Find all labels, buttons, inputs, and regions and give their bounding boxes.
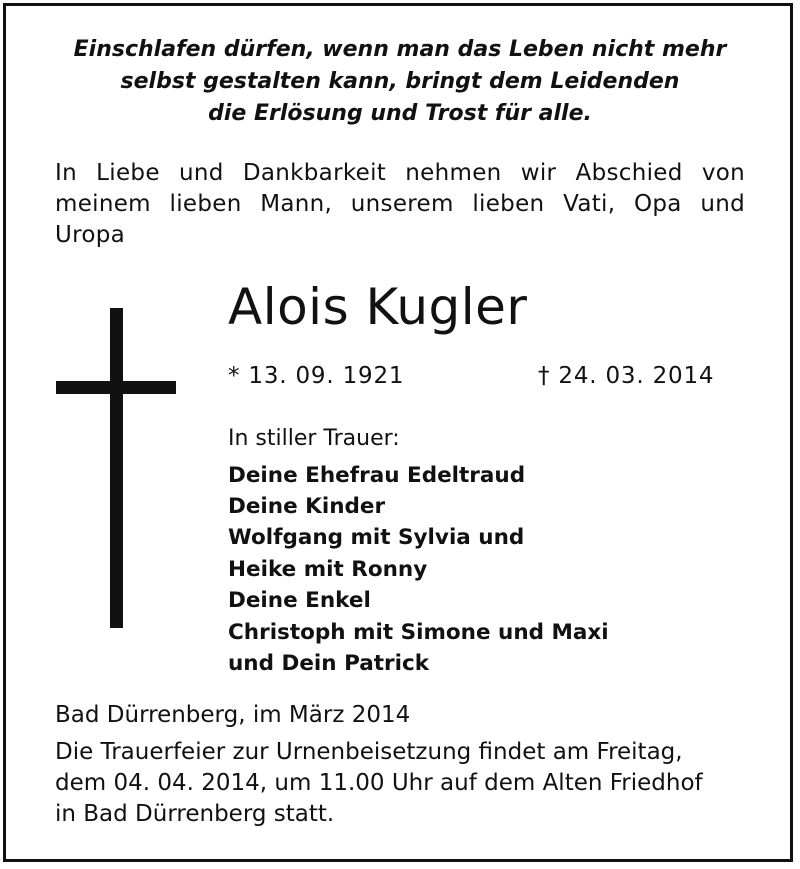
mourner-line: Deine Ehefrau Edeltraud — [228, 463, 526, 488]
cross-icon-vertical — [110, 308, 123, 628]
quote-line-3: die Erlösung und Trost für alle. — [208, 101, 592, 126]
intro-line-3: Uropa — [55, 222, 126, 248]
mourner-line: und Dein Patrick — [228, 651, 430, 676]
intro-line-1: In Liebe und Dankbarkeit nehmen wir Abschied von — [55, 160, 745, 186]
cross-icon-horizontal — [56, 381, 176, 394]
intro-line-2: meinem lieben Mann, unserem lieben Vati, Opa und — [55, 191, 745, 217]
funeral-line-3: in Bad Dürrenberg statt. — [55, 801, 335, 827]
death-date: † 24. 03. 2014 — [538, 363, 715, 389]
quote-line-1: Einschlafen dürfen, wenn man das Leben nicht mehr — [73, 37, 727, 62]
place-date: Bad Dürrenberg, im März 2014 — [55, 702, 411, 728]
quote-line-2: selbst gestalten kann, bringt dem Leidenden — [120, 69, 680, 94]
mourner-line: Deine Kinder — [228, 494, 386, 519]
deceased-name: Alois Kugler — [228, 278, 528, 336]
mourner-line: Wolfgang mit Sylvia und — [228, 525, 525, 550]
mourner-line: Deine Enkel — [228, 588, 371, 613]
mourners-label: In stiller Trauer: — [228, 426, 400, 451]
mourner-line: Heike mit Ronny — [228, 557, 428, 582]
mourner-line: Christoph mit Simone und Maxi — [228, 620, 609, 645]
funeral-line-2: dem 04. 04. 2014, um 11.00 Uhr auf dem Alten Friedhof — [55, 770, 703, 796]
birth-date: * 13. 09. 1921 — [228, 363, 405, 389]
funeral-line-1: Die Trauerfeier zur Urnenbeisetzung findet am Freitag, — [55, 739, 683, 765]
